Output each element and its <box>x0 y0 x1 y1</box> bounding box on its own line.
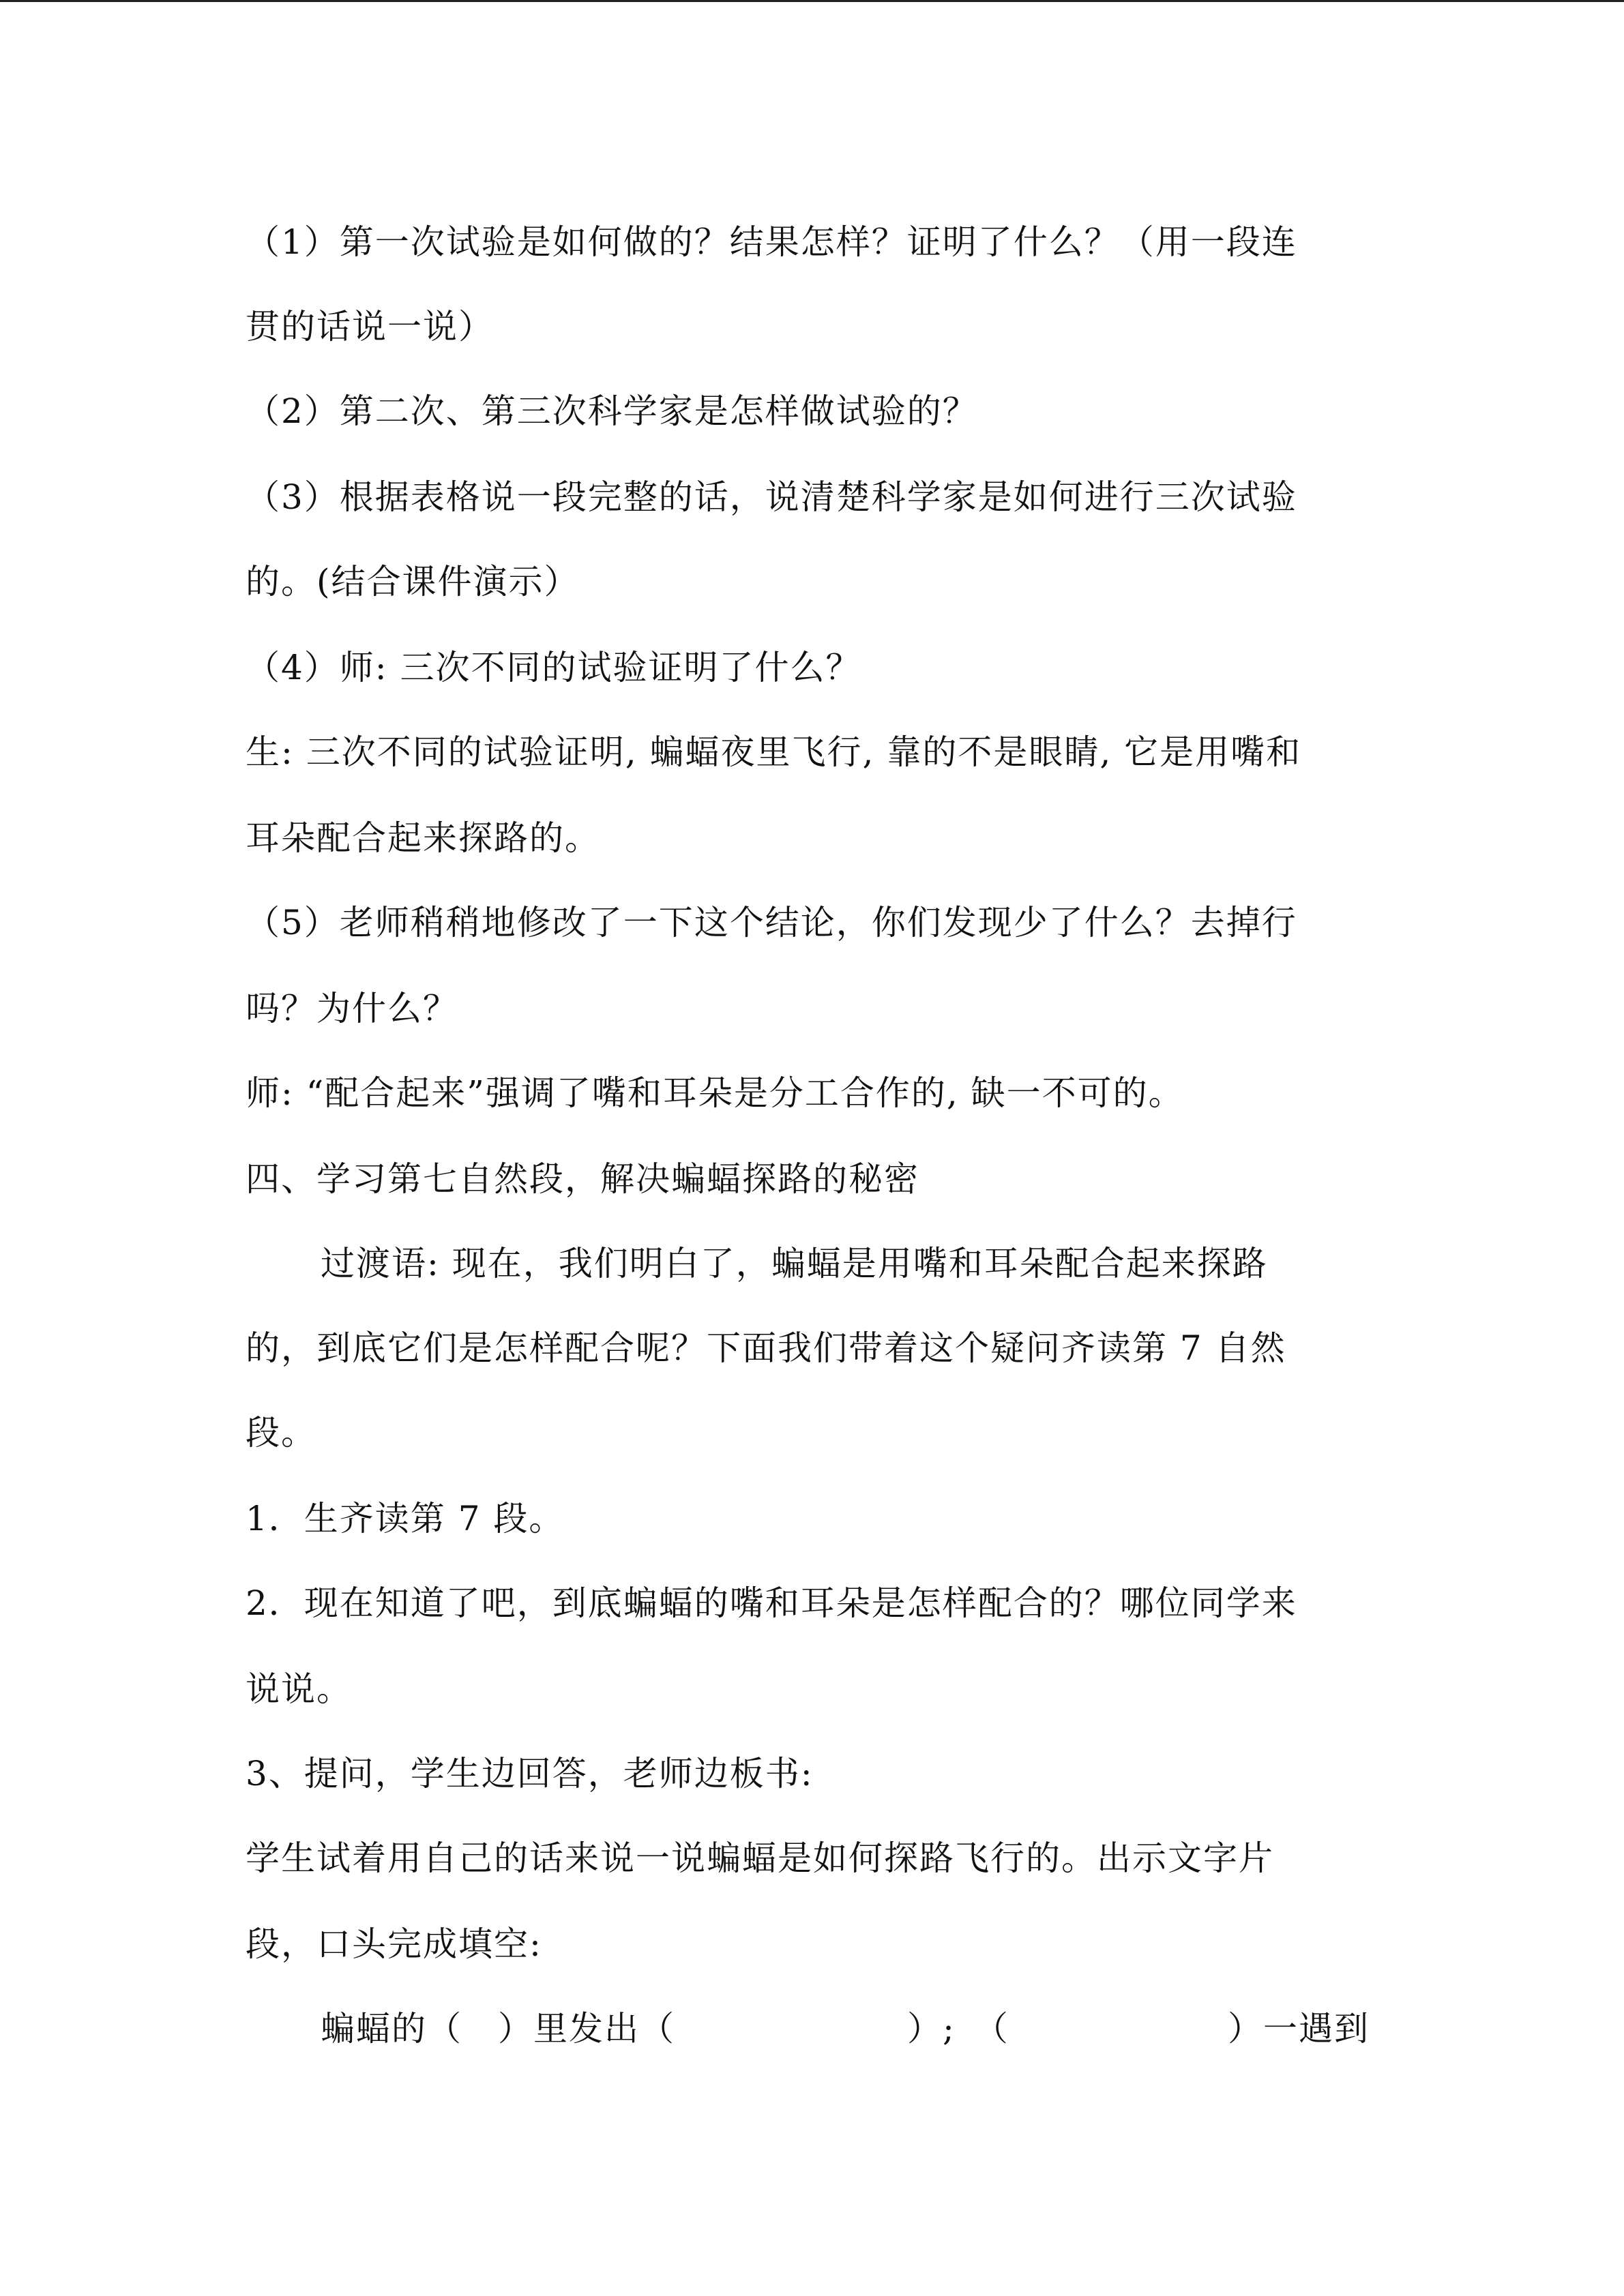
question-3-line-2: 的。(结合课件演示） <box>246 562 580 601</box>
step-3: 3、提问，学生边回答，老师边板书: <box>246 1754 814 1793</box>
fill-in-blank-sentence <box>321 2004 1378 2053</box>
question-2: （2）第二次、第三次科学家是怎样做试验的？ <box>246 391 978 431</box>
instruction-line-2: 段，口头完成填空: <box>246 1924 542 1964</box>
transition-line-3: 段。 <box>246 1413 316 1452</box>
student-answer-line-1: 生: 三次不同的试验证明, 蝙蝠夜里飞行, 靠的不是眼睛, 它是用嘴和 <box>246 732 1302 772</box>
question-5-line-2: 吗？为什么？ <box>246 989 458 1028</box>
question-1-line-1: （1）第一次试验是如何做的？结果怎样？证明了什么？（用一段连 <box>246 222 1297 262</box>
question-3-line-1: （3）根据表格说一段完整的话，说清楚科学家是如何进行三次试验 <box>246 477 1297 517</box>
question-1-line-2: 贯的话说一说） <box>246 307 494 346</box>
step-2-line-2: 说说。 <box>246 1669 352 1709</box>
transition-line-1: 过渡语: 现在，我们明白了，蝙蝠是用嘴和耳朵配合起来探路 <box>321 1244 1268 1283</box>
section-heading: 四、学习第七自然段，解决蝙蝠探路的秘密 <box>246 1159 919 1199</box>
step-2-line-1: 2．现在知道了吧，到底蝙蝠的嘴和耳朵是怎样配合的？哪位同学来 <box>246 1583 1297 1623</box>
instruction-line-1: 学生试着用自己的话来说一说蝙蝠是如何探路飞行的。出示文字片 <box>246 1838 1274 1878</box>
step-1: 1．生齐读第 7 段。 <box>246 1499 565 1538</box>
question-5-line-1: （5）老师稍稍地修改了一下这个结论，你们发现少了什么？去掉行 <box>246 903 1297 942</box>
fill-in-part-2: ）; （ <box>907 2009 1009 2048</box>
fill-in-part-1: 蝙蝠的（ ）里发出（ <box>321 2009 675 2048</box>
question-4: （4）师: 三次不同的试验证明了什么？ <box>246 648 861 687</box>
fill-in-part-3: ）一遇到 <box>1228 2009 1370 2048</box>
student-answer-line-2: 耳朵配合起来探路的。 <box>246 818 600 858</box>
teacher-remark: 师: “配合起来”强调了嘴和耳朵是分工合作的, 缺一不可的。 <box>246 1073 1184 1113</box>
transition-line-2: 的，到底它们是怎样配合呢？下面我们带着这个疑问齐读第 7 自然 <box>246 1328 1286 1368</box>
